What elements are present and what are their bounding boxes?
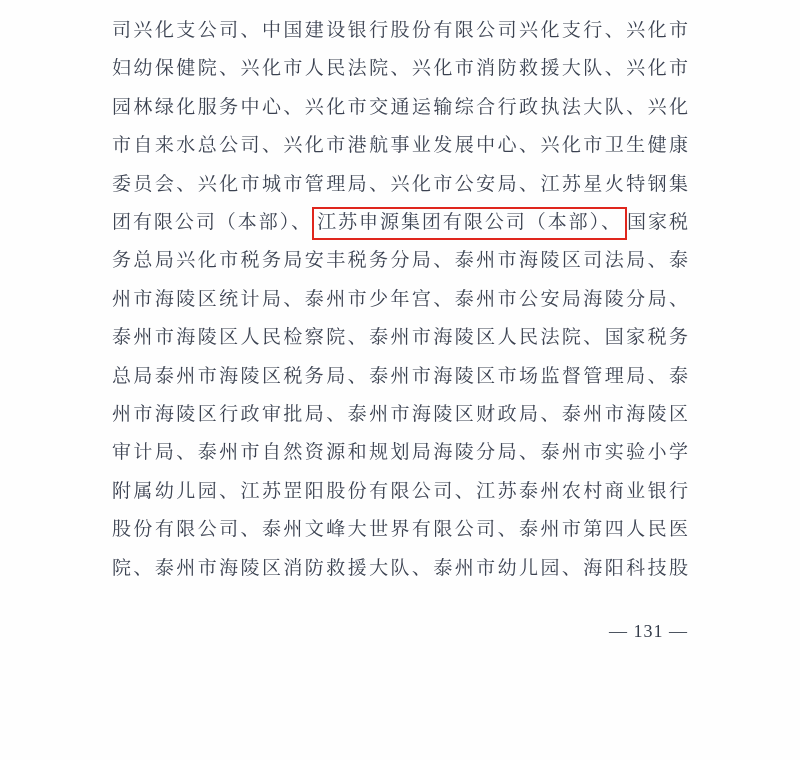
- text-line: 审计局、泰州市自然资源和规划局海陵分局、泰州市实验小学: [112, 442, 688, 464]
- red-highlight-box: [312, 207, 627, 240]
- text-line: 委员会、兴化市城市管理局、兴化市公安局、江苏星火特钢集: [112, 173, 688, 195]
- text-line: 园林绿化服务中心、兴化市交通运输综合行政执法大队、兴化: [112, 96, 688, 118]
- text-line: 务总局兴化市税务局安丰税务分局、泰州市海陵区司法局、泰: [112, 250, 688, 272]
- highlight-line-post-text: 国家税: [627, 212, 688, 234]
- document-text-block: [112, 12, 688, 588]
- text-line: 妇幼保健院、兴化市人民法院、兴化市消防救援大队、兴化市: [112, 58, 688, 80]
- text-line: 股份有限公司、泰州文峰大世界有限公司、泰州市第四人民医: [112, 519, 688, 541]
- text-line: 州市海陵区统计局、泰州市少年宫、泰州市公安局海陵分局、: [112, 288, 688, 310]
- highlighted-company-name: 江苏申源集团有限公司（本部）、: [317, 212, 623, 234]
- text-line-with-highlight: [112, 204, 688, 242]
- text-line: 州市海陵区行政审批局、泰州市海陵区财政局、泰州市海陵区: [112, 404, 688, 426]
- text-line: 院、泰州市海陵区消防救援大队、泰州市幼儿园、海阳科技股: [112, 557, 688, 579]
- highlight-line-pre-text: 团有限公司（本部）、: [112, 212, 313, 234]
- text-line: 附属幼儿园、江苏罡阳股份有限公司、江苏泰州农村商业银行: [112, 480, 688, 502]
- text-line: 司兴化支公司、中国建设银行股份有限公司兴化支行、兴化市: [112, 20, 688, 41]
- text-line: 总局泰州市海陵区税务局、泰州市海陵区市场监督管理局、泰: [112, 365, 688, 387]
- text-line: 市自来水总公司、兴化市港航事业发展中心、兴化市卫生健康: [112, 135, 688, 157]
- page-number: — 131 —: [609, 621, 688, 641]
- text-line: 泰州市海陵区人民检察院、泰州市海陵区人民法院、国家税务: [112, 327, 688, 349]
